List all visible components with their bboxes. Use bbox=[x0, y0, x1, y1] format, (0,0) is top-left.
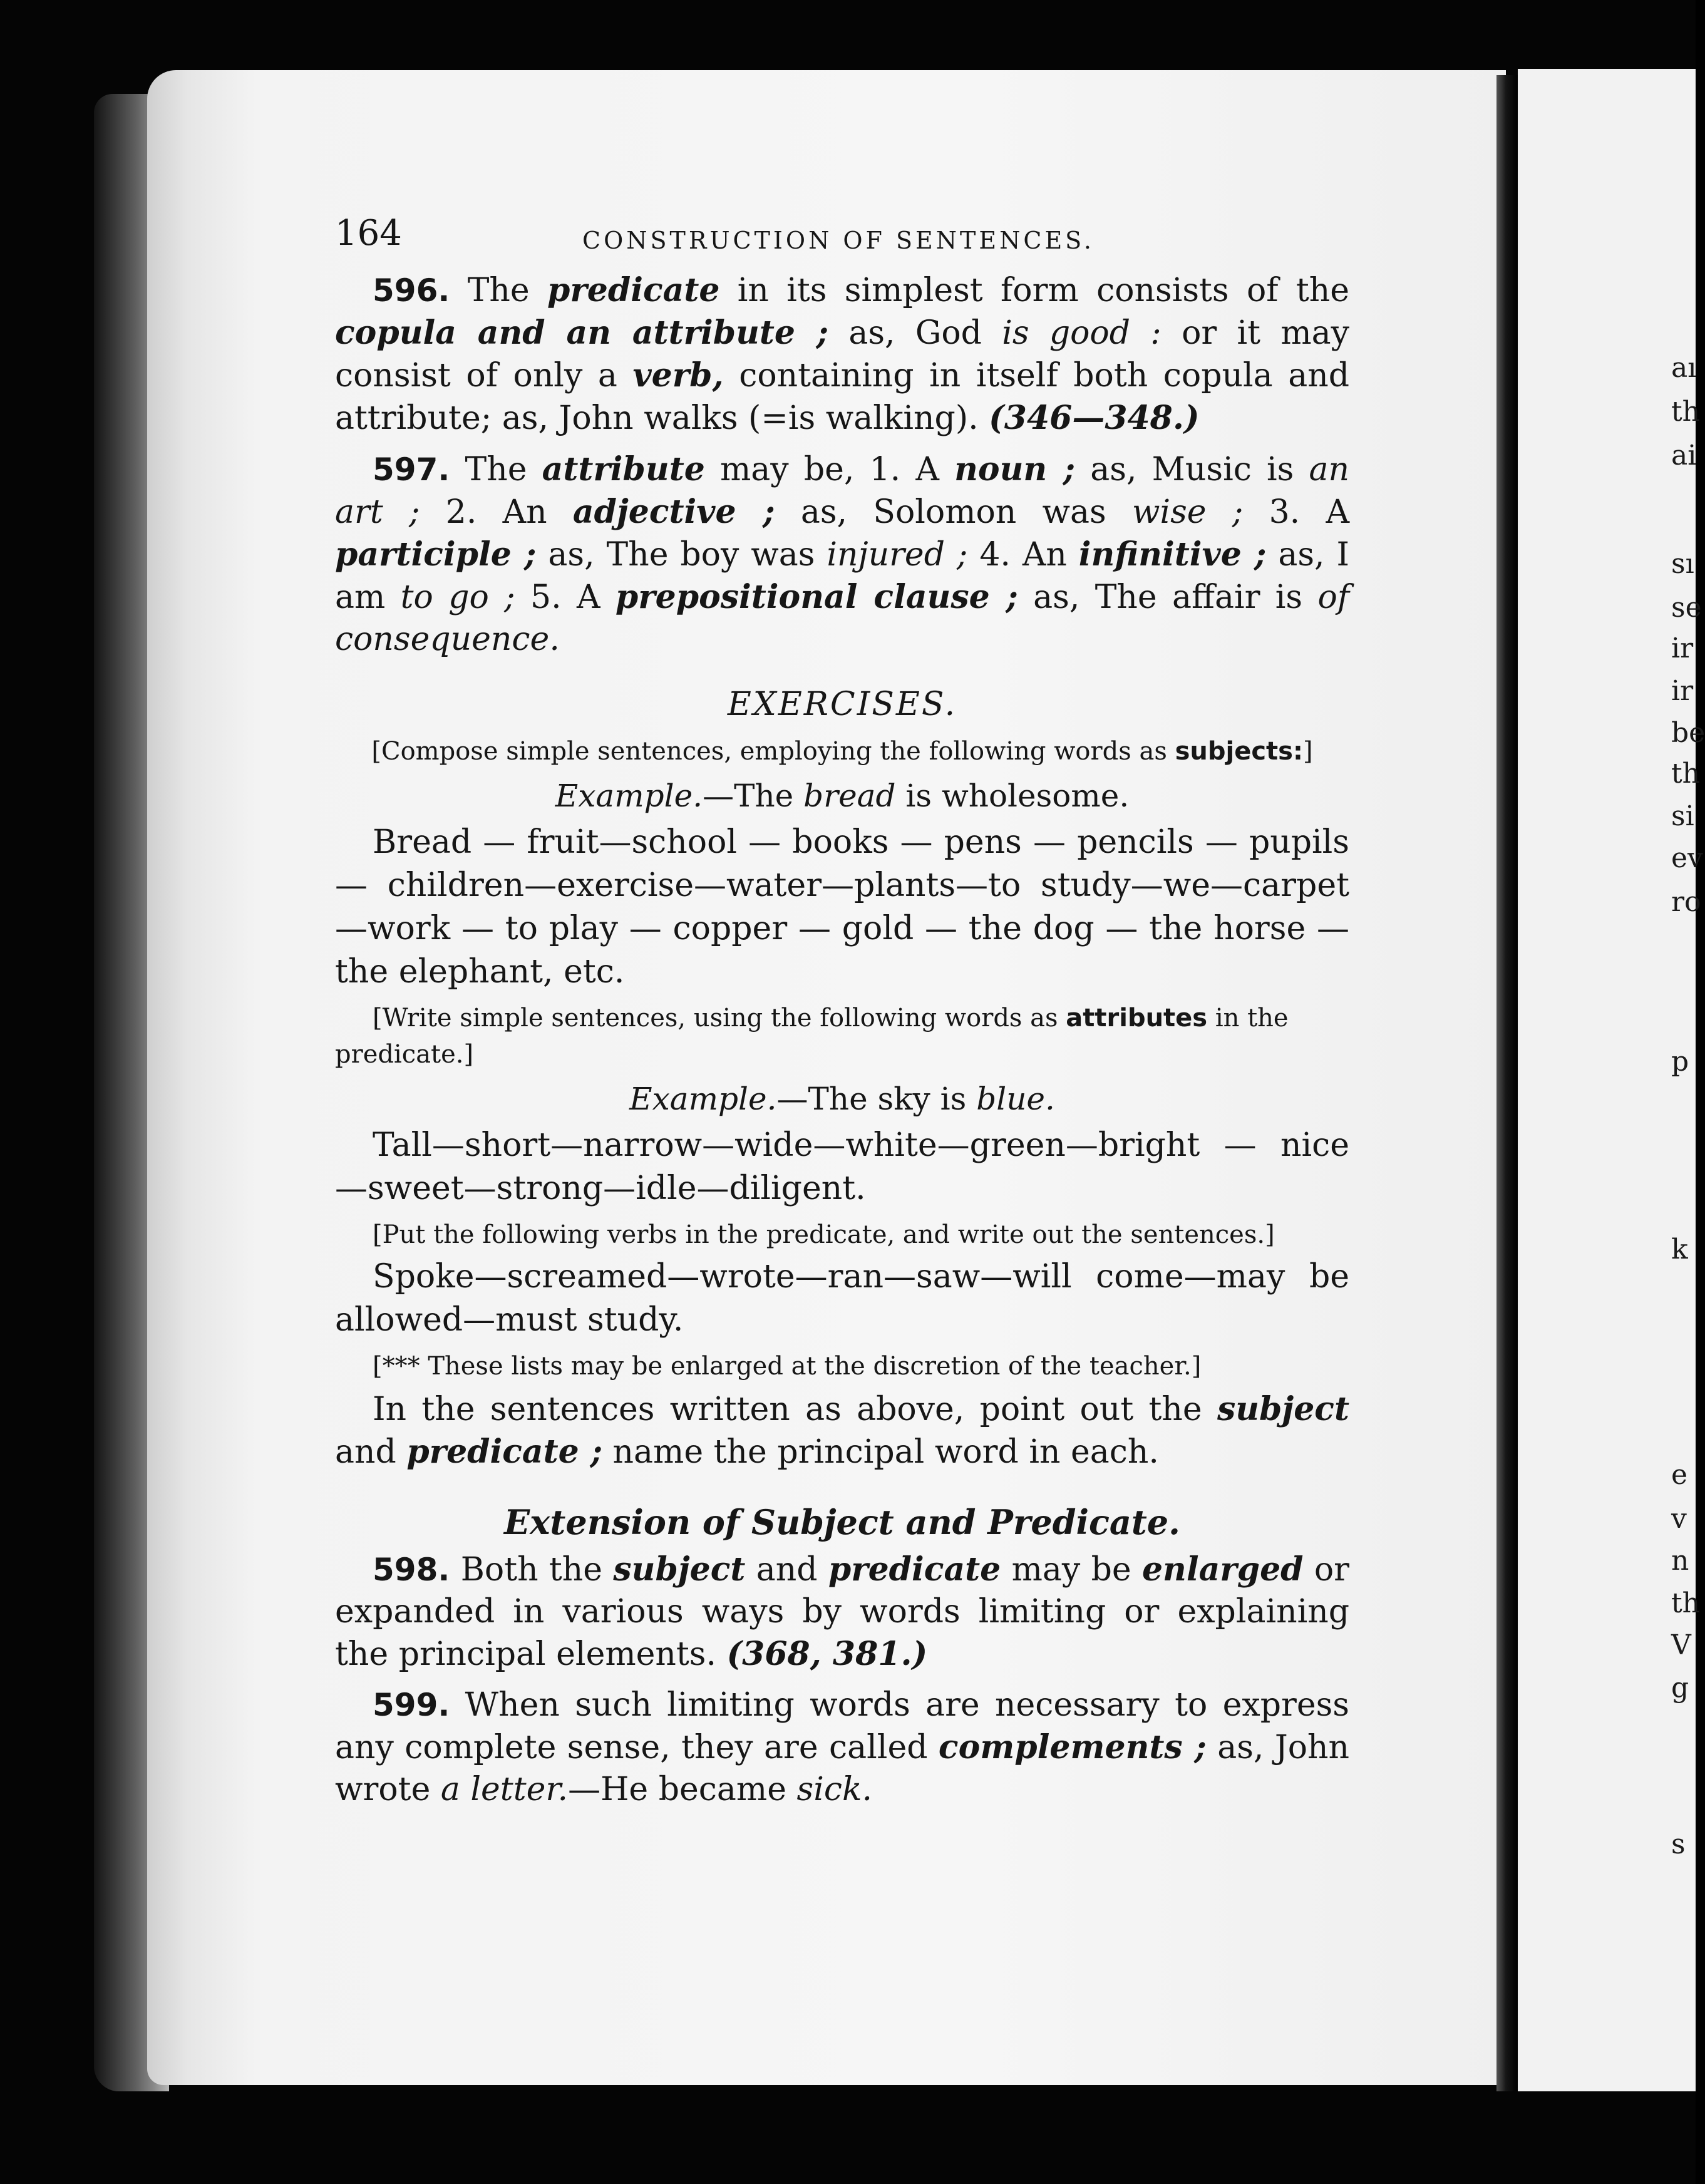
teacher-note: [*** These lists may be enlarged at the discretion of the teacher.] bbox=[373, 1352, 1202, 1381]
term-verb: verb, bbox=[632, 356, 724, 394]
facing-fragment: s bbox=[1671, 1828, 1686, 1860]
exercise-instruction: [Compose simple sentences, employing the following words as subjects:] bbox=[371, 737, 1313, 766]
section-number: 596. bbox=[373, 272, 450, 309]
page-number: 164 bbox=[335, 213, 402, 254]
facing-fragment: th bbox=[1671, 1587, 1701, 1619]
section-597: 597. The attribute may be, 1. A noun ; as, Music is an art ; 2. An adjective ; as, Solomon was wise ; 3. A participle ; as, The boy was injured ; 4. An infinitive ; as, I am to go ; 5. A prepositional clause ; as, The affair is of consequence. bbox=[335, 450, 1350, 658]
word-list-subjects: Bread — fruit—school — books — pens — pencils — pupils — children—exercise—water—plants—to study—we—carpet—work — to play — copper — gold — the dog — the horse — the elephant, etc. bbox=[335, 823, 1349, 991]
facing-fragment: e bbox=[1671, 1459, 1688, 1491]
facing-fragment: p bbox=[1671, 1046, 1689, 1078]
exercise-instruction: [Write simple sentences, using the following words as attributes in the predicate.] bbox=[335, 1004, 1289, 1069]
section-number: 597. bbox=[373, 451, 450, 488]
facing-fragment: th bbox=[1671, 758, 1701, 790]
term-attribute: attribute bbox=[542, 450, 705, 488]
running-title: CONSTRUCTION OF SENTENCES. bbox=[582, 227, 1095, 254]
book-gutter bbox=[1496, 75, 1518, 2091]
facing-fragment: th bbox=[1671, 396, 1701, 428]
word-list-verbs: Spoke—screamed—wrote—ran—saw—will come—may be allowed—must study. bbox=[335, 1258, 1349, 1339]
facing-fragment: v bbox=[1671, 1503, 1687, 1535]
facing-fragment: g bbox=[1671, 1672, 1689, 1704]
facing-fragment: k bbox=[1671, 1234, 1688, 1265]
facing-fragment: be bbox=[1671, 717, 1705, 749]
exercise-final-instruction: In the sentences written as above, point out the subject and predicate ; name the principal word in each. bbox=[335, 1390, 1349, 1471]
example-sentence: Example.—The bread is wholesome. bbox=[555, 778, 1130, 814]
facing-fragment: V bbox=[1671, 1629, 1691, 1661]
word-list-attributes: Tall—short—narrow—wide—white—green—bright — nice —sweet—strong—idle—diligent. bbox=[335, 1126, 1349, 1207]
facing-fragment: se bbox=[1671, 592, 1702, 624]
facing-fragment: ro bbox=[1671, 886, 1701, 918]
cross-reference: (368, 381.) bbox=[726, 1635, 928, 1673]
facing-page-fragment bbox=[1518, 69, 1705, 2091]
facing-fragment: n bbox=[1671, 1545, 1689, 1577]
section-598: 598. Both the subject and predicate may be enlarged or expanded in various ways by words limiting or explaining the principal elements. (368, 381.) bbox=[335, 1550, 1349, 1673]
term-copula-attribute: copula and an attribute ; bbox=[335, 314, 829, 352]
running-head bbox=[335, 213, 1349, 269]
facing-fragment: aı bbox=[1671, 352, 1697, 384]
section-heading: Extension of Subject and Predicate. bbox=[504, 1502, 1180, 1542]
facing-fragment: ai bbox=[1671, 440, 1697, 471]
term-predicate: predicate bbox=[547, 271, 720, 309]
section-599: 599. When such limiting words are necessary to express any complete sense, they are called complements ; as, John wrote a letter.—He became sick. bbox=[335, 1686, 1349, 1808]
facing-fragment: ir bbox=[1671, 675, 1694, 707]
facing-fragment: sı bbox=[1671, 548, 1694, 580]
example-sentence: Example.—The sky is blue. bbox=[629, 1081, 1055, 1117]
facing-fragment: ir bbox=[1671, 632, 1694, 664]
cross-reference: (346—348.) bbox=[989, 399, 1200, 437]
section-number: 599. bbox=[373, 1687, 450, 1723]
section-596: 596. The predicate in its simplest form consists of the copula and an attribute ; as, God is good : or it may consist of only a verb, containing in itself both copula and attribute; as, John walks (=is walking). (346—348.) bbox=[335, 271, 1350, 437]
section-number: 598. bbox=[373, 1552, 450, 1588]
facing-fragment: ev bbox=[1671, 842, 1703, 874]
exercise-instruction: [Put the following verbs in the predicate, and write out the sentences.] bbox=[373, 1220, 1275, 1249]
exercises-heading: EXERCISES. bbox=[727, 686, 957, 723]
facing-fragment: si bbox=[1671, 800, 1694, 832]
page-text bbox=[335, 213, 1349, 1811]
